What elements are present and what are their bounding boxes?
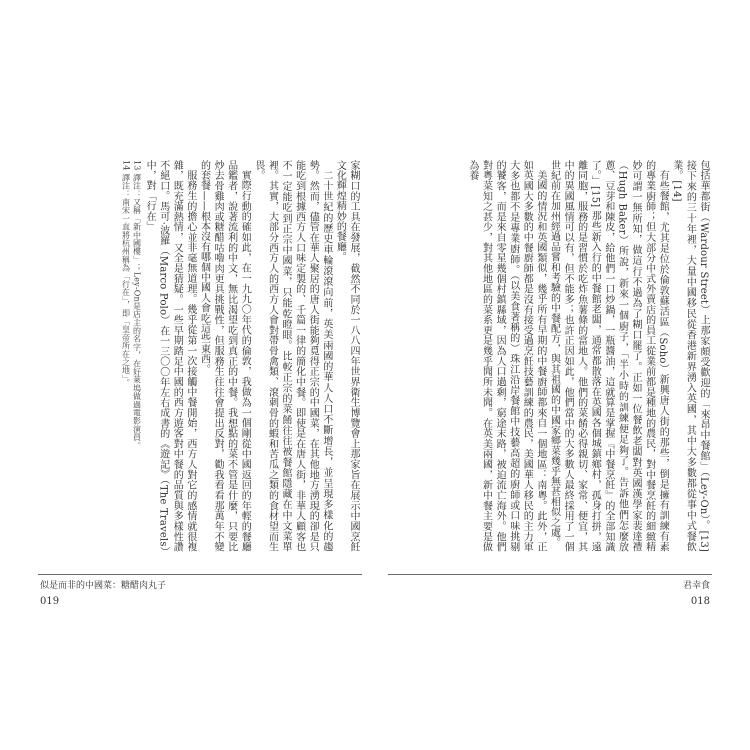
right-paragraph-3: 美國的情況和英國類似，幾乎所有早期的中餐廚師都來自一個地區：南粵。此外，正如英國大多數的中餐廚師都是沒有接受過烹飪技藝訓練的農民，美國華人移民的主力軍大多也都不是專業廚師。（以美食著稱的）珠江沿岸餐館中技藝高超的廚師或口味挑剔的饕客，而是來自零星幾個村鎮縣域，因為人口過剩，窮途末路，被迫流亡海外。他們對粵菜知之甚少，對其他地區的菜系更是幾乎聞所未聞。在英美兩國，新中餐主要是做為養 <box>466 160 546 552</box>
left-paragraph-1: 家糊口的工具在發展，截然不同於一八八四年世界衛生博覽會上那家旨在展示中國烹飪文化輝煌精妙的餐廳。 <box>334 160 359 552</box>
right-page <box>388 150 712 606</box>
footnote-14: 14 譯注：南宋一直將杭州稱為「行在」，即「皇帝所在之地」。 <box>121 160 131 387</box>
left-paragraph-4: 服務生的擔心並非毫無道理。幾乎從第一次接觸中餐開始，西方人對它的感情就很複雜，既充滿熱情，又全是猜疑。一些早期踏足中國的西方遊客對中餐的品質與多樣性讚不絕口。馬可‧波羅（Marco Polo）在一三〇〇年左右成書的《遊記》（The Travels）中，對「行在」 <box>144 160 196 552</box>
left-paragraph-3: 實際行動的確如此，在一九九〇年代的倫敦，我做為一個剛從中國返回的年輕的餐廳品鑑者，說著流利的中文，無比渴望吃到真正的中餐。我想點的菜不管是什麼，只要比炒去骨雞肉或糖醋咕嚕肉更具挑戰性，但服務生往往會提出反對，勸我看看那萬年不變的套餐——根本沒有哪個中國人會吃這些東西。 <box>198 160 251 552</box>
left-running-head: 似是而非的中國菜：糖醋肉丸子 <box>40 581 167 591</box>
left-page-text-column <box>40 160 360 552</box>
right-running-head: 君幸食 <box>682 581 710 591</box>
right-page-text-column <box>390 160 710 552</box>
left-page-number: 019 <box>40 596 60 607</box>
footnote-13: 13 譯注：又稱「新中國樓」；Ley-On是店主的名字，在好萊塢做過電影演員。 <box>132 160 142 450</box>
right-page-number: 018 <box>690 596 710 607</box>
left-paragraph-2: 二十世紀的歷史車輪滾滾向前，英美兩國的華人人口不斷增長，並呈現多樣化的趨勢。然而，儘管在華人聚居的唐人街能夠覓得正宗的中國菜，在其他地方湧現的卻是只能吃到根據西方人口味定製的、千篇一律的簡化中餐。即使是在唐人街，非華人顧客也不一定能吃到正宗中國菜，只能乾瞪眼。比較正宗的菜餚往往被餐館隱藏在中文菜單裡。其實，大部分西方人的西方人會對帶骨禽類、滾刺骨的蝦和苦瓜之類的食材望而生畏。 <box>252 160 332 552</box>
right-paragraph-2: 有些餐館，尤其是位於倫敦蘇活區（Soho）新興唐人街的那些，倒是擁有訓練有素的專業廚師；但大部分中式外賣店的員工從業前都是種地的農民，對中餐烹飪的細緻精妙可謂一無所知，做這行不過為了糊口罷了。正如一位餐飲老闆對英國漢學家裴達禮（Hugh Baker）所說，新來一個廚子，「半小時的訓練便足夠了。告訴他們怎麼放蔥、豆芽和陳皮，給他們一口炒鍋，一瓶醬油，這就算是掌握『中餐烹飪』的全部知識了。」[15] 那些新入行的中餐館老闆，通常都散落在英國各個城鎮鄉村，孤身打拼，遠離同胞，服務的是習慣於吃炸魚薯條的當地人。他們的菜餚必得親切、家常、便宜，其中的異國風情可以有，但不能多；也許正因如此，他們當中的大多數人最終採用了一個世紀前在加州經過品嘗和考驗的中餐配方，與其祖國的中國家鄉菜幾乎無甚相似之處。 <box>548 160 669 552</box>
left-page <box>38 150 362 606</box>
right-footer-rule <box>388 574 712 575</box>
right-paragraph-1: 包括華都街（Wardour Street）上那家頗受歡迎的「來昂中餐館」（Ley-On）。[13] 接下來的三十年裡，大量中國移民從香港新界湧入英國，其中大多數都從事中式餐飲業。[14] <box>670 160 709 552</box>
left-footer-rule <box>38 574 362 575</box>
